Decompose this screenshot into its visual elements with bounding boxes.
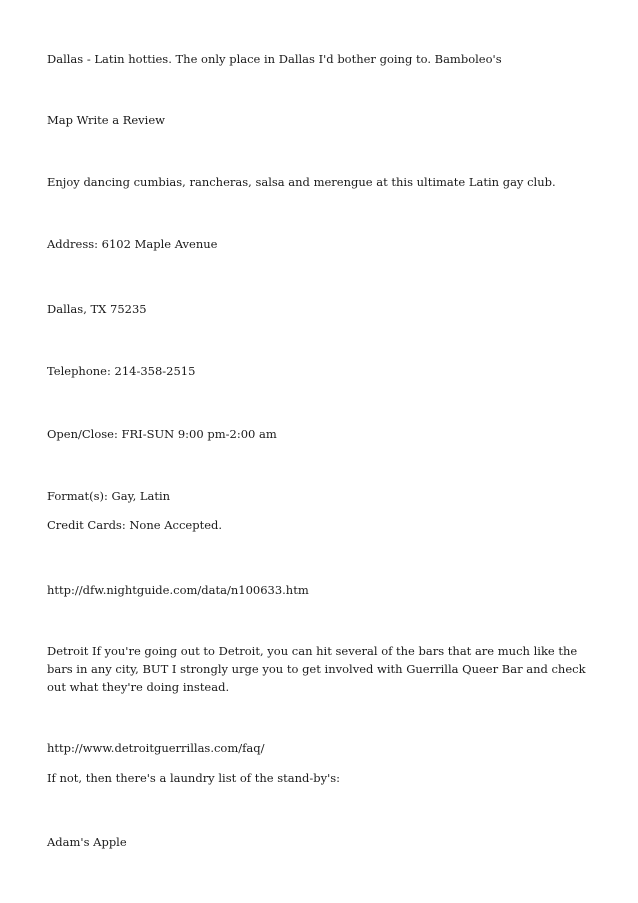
hours-line: Open/Close: FRI-SUN 9:00 pm-2:00 am bbox=[47, 427, 277, 441]
city-line: Dallas, TX 75235 bbox=[47, 302, 147, 316]
telephone-line: Telephone: 214-358-2515 bbox=[47, 364, 196, 378]
address-line: Address: 6102 Maple Avenue bbox=[47, 237, 218, 251]
dallas-url: http://dfw.nightguide.com/data/n100633.htm bbox=[47, 583, 309, 597]
detroit-url: http://www.detroitguerrillas.com/faq/ bbox=[47, 741, 265, 755]
standby-intro: If not, then there's a laundry list of the stand-by's: bbox=[47, 771, 341, 785]
formats-line: Format(s): Gay, Latin bbox=[47, 489, 171, 503]
detroit-paragraph: Detroit If you're going out to Detroit, you can hit several of the bars that are much like the bars in any city, BUT I strongly urge you to get involved with Guerrilla Queer Bar and check out what they're doing instead. bbox=[47, 644, 586, 694]
club-description: Enjoy dancing cumbias, rancheras, salsa and merengue at this ultimate Latin gay club. bbox=[47, 175, 556, 189]
dallas-intro-text: Dallas - Latin hotties. The only place in Dallas I'd bother going to. Bamboleo's bbox=[47, 52, 502, 66]
adams-apple-heading: Adam's Apple bbox=[47, 835, 127, 849]
map-review-text: Map Write a Review bbox=[47, 113, 166, 127]
credit-cards-line: Credit Cards: None Accepted. bbox=[47, 518, 223, 532]
